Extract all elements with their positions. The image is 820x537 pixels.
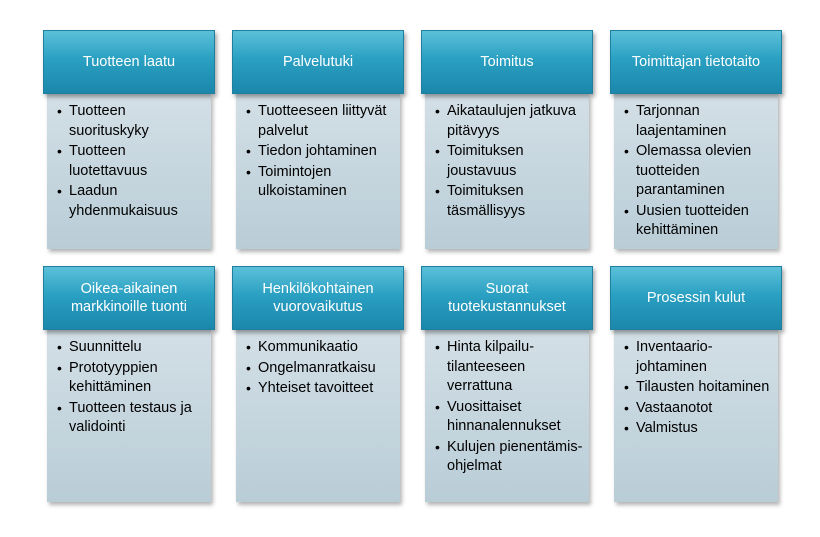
card-title: Tuotteen laatu: [43, 30, 215, 94]
list-item: • Aikataulujen jatkuva pitävyys: [433, 102, 583, 141]
card-body: [614, 330, 778, 502]
card-title: Palvelutuki: [232, 30, 404, 94]
card-body: [236, 94, 400, 249]
list-item: • Vastaanotot: [622, 399, 772, 419]
card-title: Prosessin kulut: [610, 266, 782, 330]
list-item: • Toimituksen joustavuus: [433, 142, 583, 181]
card-body: [425, 94, 589, 249]
list-item: • Prototyyppien kehittäminen: [55, 359, 205, 398]
list-item: • Olemassa olevien tuotteiden parantaminen: [622, 142, 772, 201]
list-item: • Hinta kilpailu-tilanteeseen verrattuna: [433, 338, 583, 397]
list-item: • Tuotteen luotettavuus: [55, 142, 205, 181]
card-body: [425, 330, 589, 502]
list-item: • Toimintojen ulkoistaminen: [244, 163, 394, 202]
list-item: • Inventaario-johtaminen: [622, 338, 772, 377]
card-title: Toimitus: [421, 30, 593, 94]
card-body: [47, 330, 211, 502]
card-title: Toimittajan tietotaito: [610, 30, 782, 94]
card-body: [236, 330, 400, 502]
list-item: • Tuotteen suorituskyky: [55, 102, 205, 141]
list-item: • Ongelmanratkaisu: [244, 359, 394, 379]
list-item: • Suunnittelu: [55, 338, 205, 358]
card-title: Henkilökohtainen vuorovaikutus: [232, 266, 404, 330]
card-body: [614, 94, 778, 249]
list-item: • Tarjonnan laajentaminen: [622, 102, 772, 141]
card-title: Suorat tuotekustannukset: [421, 266, 593, 330]
list-item: • Tilausten hoitaminen: [622, 378, 772, 398]
list-item: • Kulujen pienentämis-ohjelmat: [433, 438, 583, 477]
list-item: • Laadun yhdenmukaisuus: [55, 182, 205, 221]
list-item: • Vuosittaiset hinnanalennukset: [433, 398, 583, 437]
list-item: • Valmistus: [622, 419, 772, 439]
card-title: Oikea-aikainen markkinoille tuonti: [43, 266, 215, 330]
list-item: • Toimituksen täsmällisyys: [433, 182, 583, 221]
card-body: [47, 94, 211, 249]
list-item: • Yhteiset tavoitteet: [244, 379, 394, 399]
list-item: • Kommunikaatio: [244, 338, 394, 358]
list-item: • Tuotteeseen liittyvät palvelut: [244, 102, 394, 141]
list-item: • Tiedon johtaminen: [244, 142, 394, 162]
list-item: • Tuotteen testaus ja validointi: [55, 399, 205, 438]
list-item: • Uusien tuotteiden kehittäminen: [622, 202, 772, 241]
